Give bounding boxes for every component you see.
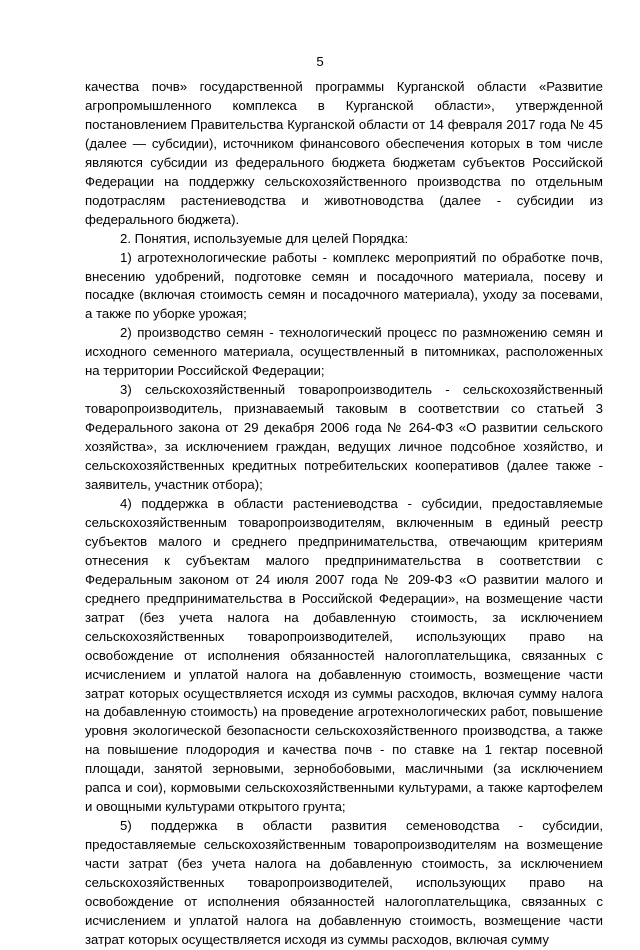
paragraph-item-2: 2) производство семян - технологический процесс по размножению семян и исходного семенного материала, осуществленный в питомниках, расположенных на территории Российской Федерации;	[85, 325, 603, 379]
paragraph-section-2-heading: 2. Понятия, используемые для целей Порядка:	[120, 230, 409, 246]
paragraph-item-3: 3) сельскохозяйственный товаропроизводитель - сельскохозяйственный товаропроизводитель, признаваемый таковым в соответствии со статьей 3 Федерального закона от 29 декабря 2006 года № 264-ФЗ «О развитии сельского хозяйства», за исключением граждан, ведущих личное подсобное хозяйство, и сельскохозяйственных кредитных потребительских кооперативов (далее также - заявитель, участник отбора);	[85, 382, 603, 493]
paragraph-item-1: 1) агротехнологические работы - комплекс мероприятий по обработке почв, внесению удобрений, подготовке семян и посадочного материала, посеву и посадке (включая стоимость семян и посадочного материала), уходу за посевами, а также по уборке урожая;	[85, 249, 603, 322]
paragraph-item-5: 5) поддержка в области развития семеноводства - субсидии, предоставляемые сельскохозяйственным товаропроизводителям на возмещение части затрат (без учета налога на добавленную стоимость, за исключением сельскохозяйственных товаропроизводителей, использующих право на освобождение от исполнения обязанностей налогоплательщика, связанных с исчислением и уплатой налога на добавленную стоимость, возмещение части затрат которых осуществляется исходя из суммы расходов, включая сумму	[85, 818, 603, 947]
page-number: 5	[316, 54, 324, 69]
paragraph-item-4: 4) поддержка в области растениеводства - субсидии, предоставляемые сельскохозяйственным товаропроизводителям, включенным в единый реестр субъектов малого и среднего предпринимательства, отвечающим критериям отнесения к субъектам малого предпринимательства в соответствии с Федеральным законом от 24 июля 2007 года № 209-ФЗ «О развитии малого и среднего предпринимательства в Российской Федерации», на возмещение части затрат (без учета налога на добавленную стоимость, за исключением сельскохозяйственных товаропроизводителей, использующих право на освобождение от исполнения обязанностей налогоплательщика, связанных с исчислением и уплатой налога на добавленную стоимость, возмещение части затрат которых осуществляется исходя из суммы расходов, включая сумму налога на добавленную стоимость) на проведение агротехнологических работ, повышение уровня экологической безопасности сельскохозяйственного производства, а также на повышение плодородия и качества почв - по ставке на 1 гектар посевной площади, занятой зерновыми, зернобобовыми, масличными (за исключением рапса и сои), кормовыми сельскохозяйственными культурами, а также картофелем и овощными культурами открытого грунта;	[85, 495, 603, 815]
document-body	[85, 78, 603, 950]
paragraph-intro-continuation: качества почв» государственной программы Курганской области «Развитие агропромышленного комплекса в Курганской области», утвержденной постановлением Правительства Курганской области от 14 февраля 2017 года № 45 (далее — субсидии), источником финансового обеспечения которых в том числе являются субсидии из федерального бюджета бюджетам субъектов Российской Федерации на поддержку сельскохозяйственного производства по отдельным подотраслям растениеводства и животноводства (далее - субсидии из федерального бюджета).	[85, 79, 603, 227]
